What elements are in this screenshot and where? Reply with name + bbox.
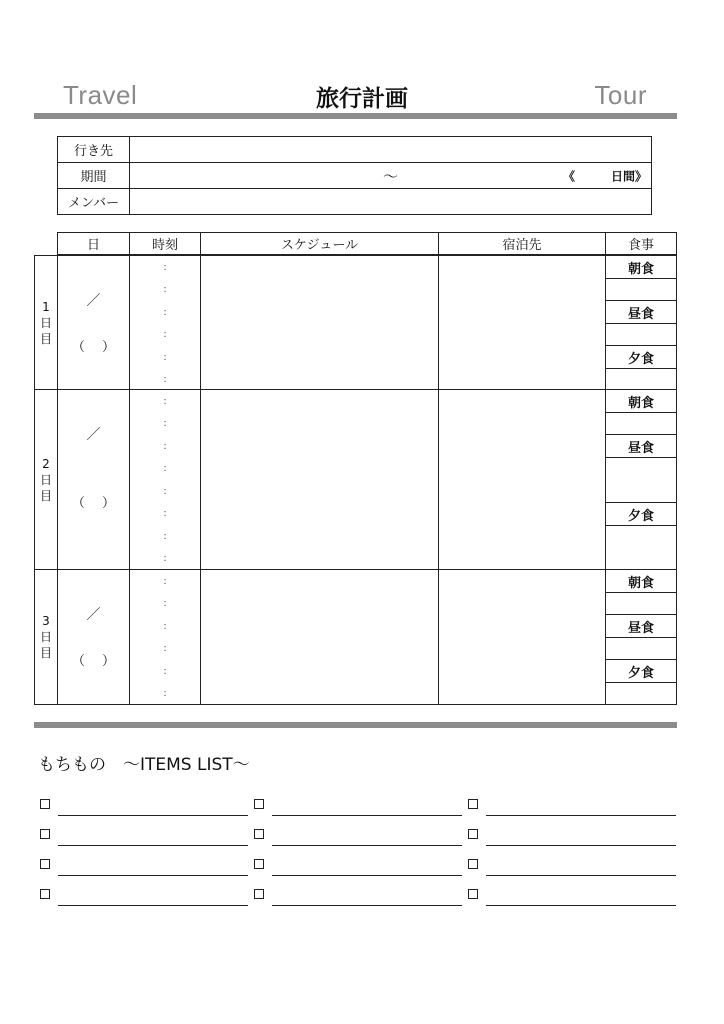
header-divider (34, 113, 677, 119)
item-line (58, 845, 248, 846)
checkbox-icon[interactable] (254, 889, 264, 899)
header-left-text: Travel (63, 80, 138, 110)
meal-breakfast: 朝食 (606, 570, 676, 593)
col-schedule: スケジュール (201, 233, 439, 254)
date-cell[interactable] (58, 390, 130, 569)
meal-lunch: 昼食 (606, 435, 676, 458)
members-field[interactable] (130, 189, 651, 214)
members-row (58, 189, 651, 214)
item-line (486, 815, 676, 816)
day-label-cell (35, 256, 58, 389)
members-label: メンバー (58, 189, 130, 214)
meal-dinner: 夕食 (606, 660, 676, 683)
schedule-cell[interactable] (201, 570, 439, 704)
col-day: 日 (58, 233, 130, 254)
day-label: 3 日 目 (39, 614, 52, 660)
checkbox-icon[interactable] (254, 859, 264, 869)
date-slash: ／ (86, 427, 101, 443)
period-row (58, 163, 651, 189)
meals-cell (606, 390, 676, 569)
checkbox-icon[interactable] (254, 799, 264, 809)
meal-dinner-note[interactable] (606, 683, 676, 704)
meal-dinner: 夕食 (606, 503, 676, 526)
day-label-cell (35, 570, 58, 704)
item-entry[interactable] (40, 885, 250, 907)
weekday-paren: （ ） (71, 654, 116, 669)
meal-dinner-note[interactable] (606, 369, 676, 390)
destination-label: 行き先 (58, 137, 130, 162)
checkbox-icon[interactable] (40, 889, 50, 899)
schedule-header (57, 232, 677, 255)
day-label-cell (35, 390, 58, 569)
lodging-cell[interactable] (439, 570, 606, 704)
date-slash: ／ (86, 293, 101, 309)
period-separator: ～ (382, 167, 399, 185)
checkbox-icon[interactable] (40, 859, 50, 869)
item-line (272, 875, 462, 876)
item-entry[interactable] (468, 825, 678, 847)
item-entry[interactable] (468, 795, 678, 817)
item-entry[interactable] (254, 825, 464, 847)
items-list-title: もちもの ～ITEMS LIST～ (38, 755, 250, 775)
item-line (486, 875, 676, 876)
trip-info-table (57, 136, 652, 215)
time-cell[interactable]: : : : : : : : : (130, 390, 201, 569)
checkbox-icon[interactable] (468, 889, 478, 899)
time-cell[interactable]: : : : : : : (130, 256, 201, 389)
meal-breakfast-note[interactable] (606, 413, 676, 435)
day-label: 1 日 目 (39, 299, 52, 346)
meal-dinner: 夕食 (606, 346, 676, 369)
col-lodging: 宿泊先 (439, 233, 606, 254)
schedule-cell[interactable] (201, 256, 439, 389)
item-line (272, 815, 462, 816)
item-entry[interactable] (40, 825, 250, 847)
item-line (486, 845, 676, 846)
meal-dinner-note[interactable] (606, 526, 676, 569)
day-block-1 (34, 255, 677, 390)
meal-breakfast-note[interactable] (606, 279, 676, 301)
meal-lunch-note[interactable] (606, 638, 676, 660)
day-block-2 (34, 390, 677, 570)
meal-lunch: 昼食 (606, 615, 676, 638)
item-line (272, 845, 462, 846)
checkbox-icon[interactable] (40, 829, 50, 839)
days-count-label: 《 日間》 (562, 169, 647, 183)
schedule-cell[interactable] (201, 390, 439, 569)
item-entry[interactable] (254, 855, 464, 877)
item-entry[interactable] (254, 795, 464, 817)
period-label: 期間 (58, 163, 130, 188)
meal-lunch-note[interactable] (606, 324, 676, 346)
item-entry[interactable] (468, 885, 678, 907)
col-meals: 食事 (627, 238, 654, 253)
meal-breakfast-note[interactable] (606, 593, 676, 615)
items-divider (34, 722, 677, 728)
item-line (58, 815, 248, 816)
checkbox-icon[interactable] (254, 829, 264, 839)
time-cell[interactable]: : : : : : : (130, 570, 201, 704)
date-slash: ／ (86, 607, 101, 623)
meal-breakfast: 朝食 (606, 256, 676, 279)
item-line (58, 875, 248, 876)
checkbox-icon[interactable] (468, 829, 478, 839)
item-line (272, 905, 462, 906)
item-entry[interactable] (40, 855, 250, 877)
period-field[interactable] (130, 163, 651, 188)
page-title: 旅行計画 (316, 86, 408, 112)
meal-breakfast: 朝食 (606, 390, 676, 413)
item-line (486, 905, 676, 906)
col-time: 時刻 (130, 233, 201, 254)
item-entry[interactable] (40, 795, 250, 817)
lodging-cell[interactable] (439, 390, 606, 569)
day-block-3 (34, 570, 677, 705)
weekday-paren: （ ） (71, 496, 116, 511)
checkbox-icon[interactable] (40, 799, 50, 809)
meals-cell (606, 570, 676, 704)
page-header (0, 78, 724, 114)
destination-field[interactable] (130, 137, 651, 162)
item-entry[interactable] (468, 855, 678, 877)
destination-row (58, 137, 651, 163)
item-entry[interactable] (254, 885, 464, 907)
weekday-paren: （ ） (71, 340, 116, 355)
date-cell[interactable] (58, 256, 130, 389)
lodging-cell[interactable] (439, 256, 606, 389)
day-label: 2 日 目 (39, 456, 52, 503)
checkbox-icon[interactable] (468, 859, 478, 869)
meal-lunch: 昼食 (606, 301, 676, 324)
item-line (58, 905, 248, 906)
checkbox-icon[interactable] (468, 799, 478, 809)
meal-lunch-note[interactable] (606, 458, 676, 503)
meals-cell (606, 256, 676, 389)
date-cell[interactable] (58, 570, 130, 704)
header-right-text: Tour (594, 80, 647, 110)
